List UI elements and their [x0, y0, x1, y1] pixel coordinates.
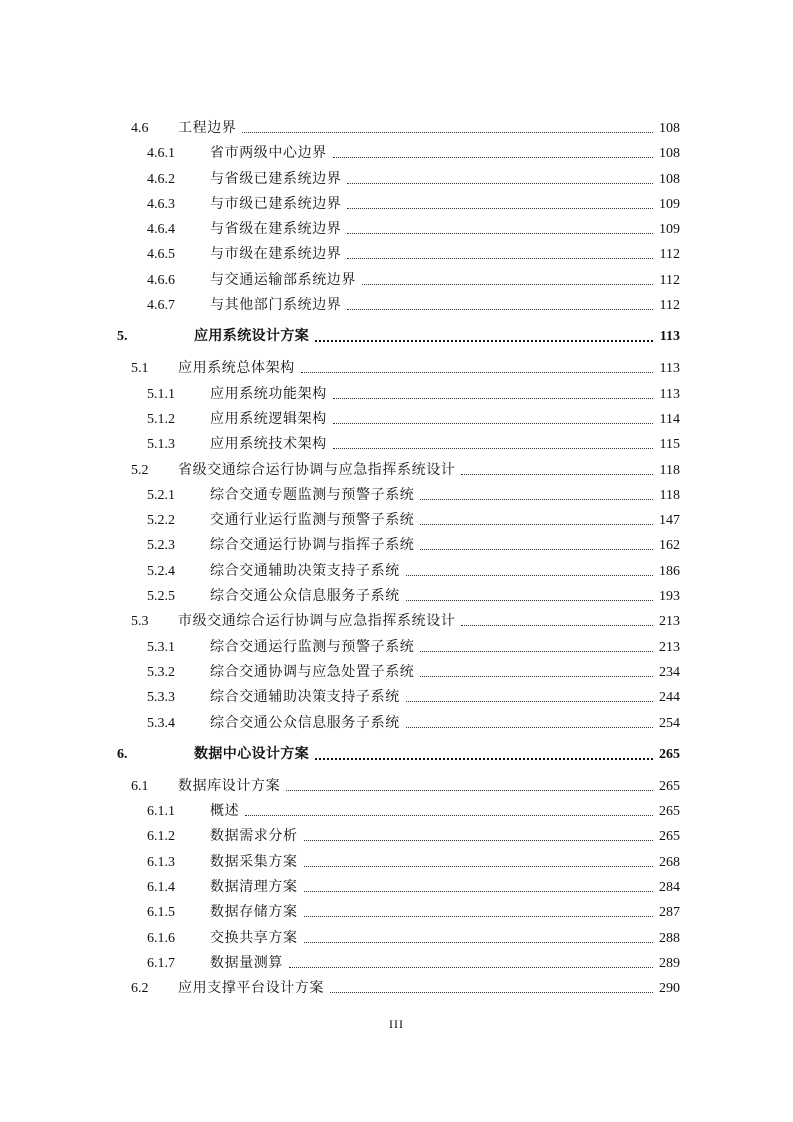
toc-entry-title: 数据存储方案 [210, 900, 304, 925]
toc-entry-title: 综合交通协调与应急处置子系统 [210, 660, 420, 685]
toc-entry-title: 综合交通公众信息服务子系统 [210, 584, 406, 609]
toc-entry[interactable] [0, 976, 793, 1001]
toc-entry-title: 与市级已建系统边界 [210, 192, 347, 217]
dot-leader [461, 625, 653, 626]
dot-leader [304, 916, 653, 917]
toc-entry-title: 与交通运输部系统边界 [210, 268, 362, 293]
toc-entry-page: 265 [659, 804, 680, 820]
toc-entry-page: 186 [659, 563, 680, 579]
dot-leader [406, 575, 653, 576]
dot-leader [286, 790, 653, 791]
toc-entry[interactable] [0, 533, 793, 558]
toc-entry-number: 6.1.5 [147, 905, 175, 921]
dot-leader [461, 474, 653, 475]
toc-entry-number: 6.2 [131, 981, 149, 997]
toc-entry[interactable] [0, 116, 793, 141]
toc-entry-number: 5.3 [131, 614, 149, 630]
toc-entry[interactable] [0, 318, 793, 356]
toc-entry[interactable] [0, 635, 793, 660]
toc-entry[interactable] [0, 850, 793, 875]
toc-entry-title: 应用系统设计方案 [194, 324, 315, 349]
toc-entry-title: 综合交通专题监测与预警子系统 [210, 483, 420, 508]
toc-entry-number: 6.1.7 [147, 955, 175, 971]
toc-entry-title: 数据需求分析 [210, 824, 304, 849]
dot-leader [420, 549, 653, 550]
toc-entry-page: 193 [659, 589, 680, 605]
toc-entry-title: 与其他部门系统边界 [210, 293, 347, 318]
dot-leader [304, 942, 653, 943]
toc-entry-title: 省级交通综合运行协调与应急指挥系统设计 [178, 458, 461, 483]
toc-entry-page: 162 [659, 538, 680, 554]
toc-entry[interactable] [0, 268, 793, 293]
toc-entry-title: 应用系统功能架构 [210, 382, 333, 407]
toc-entry[interactable] [0, 432, 793, 457]
dot-leader [304, 866, 653, 867]
toc-entry-number: 6.1 [131, 778, 149, 794]
dot-leader [362, 284, 653, 285]
dot-leader [347, 183, 653, 184]
toc-entry-title: 综合交通运行监测与预警子系统 [210, 635, 420, 660]
dot-leader [333, 157, 653, 158]
toc-entry[interactable] [0, 508, 793, 533]
toc-entry-number: 6.1.6 [147, 930, 175, 946]
toc-entry-page: 213 [659, 614, 680, 630]
toc-entry-page: 288 [659, 930, 680, 946]
toc-entry-title: 交通行业运行监测与预警子系统 [210, 508, 420, 533]
dot-leader [304, 891, 653, 892]
toc-entry-number: 5.1.2 [147, 411, 175, 427]
toc-entry[interactable] [0, 685, 793, 710]
toc-entry-title: 应用系统逻辑架构 [210, 407, 333, 432]
toc-entry-page: 112 [659, 298, 680, 314]
toc-entry-number: 6.1.1 [147, 804, 175, 820]
toc-entry[interactable] [0, 926, 793, 951]
toc-entry-title: 综合交通运行协调与指挥子系统 [210, 533, 420, 558]
toc-entry[interactable] [0, 293, 793, 318]
toc-entry-title: 工程边界 [178, 116, 242, 141]
dot-leader [347, 208, 653, 209]
toc-entry-page: 118 [659, 487, 680, 503]
toc-entry-page: 113 [659, 361, 680, 377]
dot-leader [406, 600, 653, 601]
dot-leader [304, 840, 653, 841]
dot-leader [347, 233, 653, 234]
table-of-contents [0, 116, 793, 1002]
toc-entry-page: 265 [659, 829, 680, 845]
toc-entry-page: 118 [659, 462, 680, 478]
toc-entry-page: 108 [659, 171, 680, 187]
dot-leader [347, 258, 653, 259]
toc-entry[interactable] [0, 141, 793, 166]
dot-leader [420, 499, 653, 500]
toc-entry-page: 112 [659, 247, 680, 263]
toc-entry-page: 109 [659, 222, 680, 238]
toc-entry-page: 265 [659, 778, 680, 794]
toc-entry-number: 4.6.6 [147, 272, 175, 288]
toc-entry-number: 5.3.4 [147, 715, 175, 731]
toc-entry-page: 108 [659, 121, 680, 136]
toc-entry[interactable] [0, 951, 793, 976]
toc-entry-number: 6.1.4 [147, 880, 175, 896]
dot-leader [333, 448, 653, 449]
toc-entry-page: 284 [659, 880, 680, 896]
toc-entry-number: 6.1.2 [147, 829, 175, 845]
toc-entry-page: 290 [659, 981, 680, 997]
toc-entry-page: 265 [659, 746, 680, 762]
toc-entry-page: 268 [659, 854, 680, 870]
dot-leader [245, 815, 653, 816]
toc-entry-title: 与省级已建系统边界 [210, 167, 347, 192]
toc-entry-title: 与市级在建系统边界 [210, 242, 347, 267]
toc-entry-number: 4.6.2 [147, 171, 175, 187]
toc-entry-title: 综合交通公众信息服务子系统 [210, 711, 406, 736]
toc-entry-title: 应用支撑平台设计方案 [178, 976, 330, 1001]
toc-entry[interactable] [0, 242, 793, 267]
toc-entry-page: 109 [659, 196, 680, 212]
dot-leader [242, 132, 653, 133]
toc-entry[interactable] [0, 192, 793, 217]
toc-entry-page: 234 [659, 664, 680, 680]
toc-entry-page: 254 [659, 715, 680, 731]
toc-entry-page: 114 [659, 411, 680, 427]
toc-entry-title: 概述 [210, 799, 245, 824]
dot-leader [347, 309, 653, 310]
dot-leader [420, 651, 653, 652]
toc-entry-number: 4.6.7 [147, 298, 175, 314]
toc-entry-number: 5.2 [131, 462, 149, 478]
toc-entry-title: 交换共享方案 [210, 926, 304, 951]
dot-leader [315, 340, 653, 342]
toc-entry-page: 113 [659, 329, 680, 345]
toc-entry-number: 6. [117, 746, 128, 762]
toc-entry-title: 数据中心设计方案 [194, 742, 315, 767]
toc-entry[interactable] [0, 356, 793, 381]
toc-entry[interactable] [0, 382, 793, 407]
toc-entry-title: 数据库设计方案 [178, 774, 286, 799]
dot-leader [406, 727, 653, 728]
toc-entry-number: 5.2.4 [147, 563, 175, 579]
toc-entry-number: 5.3.3 [147, 690, 175, 706]
toc-entry-number: 5.3.2 [147, 664, 175, 680]
toc-entry[interactable] [0, 483, 793, 508]
toc-entry-title: 综合交通辅助决策支持子系统 [210, 685, 406, 710]
toc-entry-number: 6.1.3 [147, 854, 175, 870]
page-number-footer: III [389, 1017, 404, 1031]
toc-entry[interactable] [0, 711, 793, 736]
toc-entry[interactable] [0, 900, 793, 925]
toc-entry-number: 5.2.3 [147, 538, 175, 554]
dot-leader [420, 676, 653, 677]
toc-entry-number: 4.6 [131, 121, 149, 136]
toc-entry-number: 5.2.1 [147, 487, 175, 503]
dot-leader [406, 701, 653, 702]
toc-entry-number: 5.2.5 [147, 589, 175, 605]
toc-entry-number: 4.6.5 [147, 247, 175, 263]
toc-entry-number: 4.6.3 [147, 196, 175, 212]
toc-entry-page: 108 [659, 146, 680, 162]
toc-entry[interactable] [0, 167, 793, 192]
toc-entry-number: 5.1.1 [147, 386, 175, 402]
toc-entry-number: 4.6.4 [147, 222, 175, 238]
toc-entry-title: 应用系统总体架构 [178, 356, 301, 381]
dot-leader [289, 967, 653, 968]
toc-entry[interactable] [0, 217, 793, 242]
toc-entry-number: 5.1 [131, 361, 149, 377]
toc-entry-title: 数据量测算 [210, 951, 289, 976]
toc-entry[interactable] [0, 458, 793, 483]
toc-entry-number: 5. [117, 329, 128, 345]
dot-leader [420, 524, 653, 525]
toc-entry-title: 数据采集方案 [210, 850, 304, 875]
toc-entry-title: 与省级在建系统边界 [210, 217, 347, 242]
toc-entry-page: 289 [659, 955, 680, 971]
toc-entry[interactable] [0, 799, 793, 824]
toc-entry[interactable] [0, 609, 793, 634]
toc-entry[interactable] [0, 824, 793, 849]
toc-entry[interactable] [0, 584, 793, 609]
toc-entry-page: 213 [659, 639, 680, 655]
dot-leader [333, 398, 653, 399]
toc-entry-page: 113 [659, 386, 680, 402]
toc-entry-page: 112 [659, 272, 680, 288]
toc-entry[interactable] [0, 875, 793, 900]
toc-entry-title: 数据清理方案 [210, 875, 304, 900]
dot-leader [330, 992, 653, 993]
toc-entry-title: 综合交通辅助决策支持子系统 [210, 559, 406, 584]
toc-entry-title: 应用系统技术架构 [210, 432, 333, 457]
toc-entry[interactable] [0, 407, 793, 432]
toc-entry-number: 5.3.1 [147, 639, 175, 655]
toc-entry-number: 5.1.3 [147, 437, 175, 453]
dot-leader [333, 423, 653, 424]
toc-entry-page: 244 [659, 690, 680, 706]
toc-entry-title: 省市两级中心边界 [210, 141, 333, 166]
toc-entry[interactable] [0, 736, 793, 774]
toc-entry-number: 4.6.1 [147, 146, 175, 162]
dot-leader [301, 372, 653, 373]
dot-leader [315, 758, 653, 760]
toc-entry-number: 5.2.2 [147, 513, 175, 529]
toc-entry[interactable] [0, 559, 793, 584]
toc-entry-page: 115 [659, 437, 680, 453]
toc-entry-page: 147 [659, 513, 680, 529]
toc-entry-page: 287 [659, 905, 680, 921]
toc-entry[interactable] [0, 774, 793, 799]
toc-entry-title: 市级交通综合运行协调与应急指挥系统设计 [178, 609, 461, 634]
toc-entry[interactable] [0, 660, 793, 685]
